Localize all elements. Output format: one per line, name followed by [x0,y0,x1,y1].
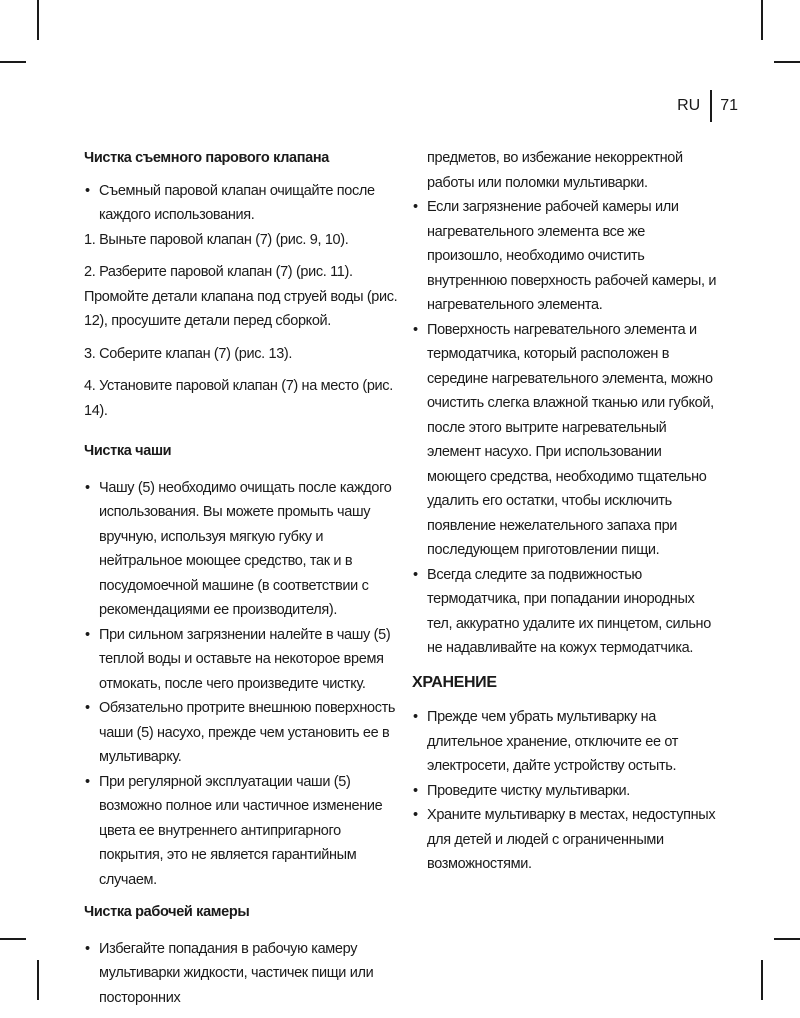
step-item: 4. Установите паровой клапан (7) на место (рис. 14). [84,378,393,419]
crop-mark [0,938,26,940]
list-item: • Обязательно протрите внешнюю поверхность чаши (5) насухо, прежде чем установить ее в мультиварку. [84,696,404,770]
left-column [84,146,404,1018]
list-item: • При сильном загрязнении налейте в чашу (5) теплой воды и оставьте на некоторое время отмокать, после чего произведите чистку. [84,623,404,697]
crop-mark [0,61,26,63]
section-heading: Чистка рабочей камеры [84,904,250,920]
section-heading: Чистка чаши [84,443,172,459]
list-item: • Чашу (5) необходимо очищать после каждого использования. Вы можете промыть чашу вручную, используя мягкую губку и нейтральное моющее средство, так и в посудомоечной машине (в соответствии с рекомендациями ее производителя). [84,476,404,623]
step-item: 2. Разберите паровой клапан (7) (рис. 11). Промойте детали клапана под струей воды (рис. 12), просушите детали перед сборкой. [84,264,398,329]
list-item: • Всегда следите за подвижностью термодатчика, при попадании инородных тел, аккуратно удалите их пинцетом, сильно не надавливайте на кожух термодатчика. [412,563,720,661]
step-item: 1. Выньте паровой клапан (7) (рис. 9, 10). [84,231,349,248]
page-header [677,90,738,122]
section-heading: Чистка съемного парового клапана [84,150,330,166]
page-number: 71 [720,97,738,114]
bullet-list [84,937,404,1011]
bullet-list [84,179,404,228]
language-code: RU [677,97,701,114]
list-item: • Избегайте попадания в рабочую камеру мультиварки жидкости, частичек пищи или посторонних [84,937,404,1011]
crop-mark [774,938,800,940]
list-item: • Прежде чем убрать мультиварку на длительное хранение, отключите ее от электросети, дайте устройству остыть. [412,705,720,779]
right-column [412,146,720,885]
list-item: • Съемный паровой клапан очищайте после каждого использования. [84,179,404,228]
list-item: • Храните мультиварку в местах, недоступных для детей и людей с ограниченными возможностями. [412,803,720,877]
continued-text: предметов, во избежание некорректной работы или поломки мультиварки. [427,150,683,191]
bullet-list [412,195,720,661]
bullet-list [84,476,404,893]
list-item: • При регулярной эксплуатации чаши (5) возможно полное или частичное изменение цвета ее внутреннего антипригарного покрытия, это не является гарантийным случаем. [84,770,404,893]
step-item: 3. Соберите клапан (7) (рис. 13). [84,345,293,362]
storage-heading: ХРАНЕНИЕ [412,673,497,691]
list-item: • Проведите чистку мультиварки. [412,779,720,804]
bullet-list [412,705,720,877]
crop-mark [774,61,800,63]
header-divider [710,90,712,122]
list-item: • Если загрязнение рабочей камеры или нагревательного элемента все же произошло, необходимо очистить внутреннюю поверхность рабочей камеры, и нагревательного элемента. [412,195,720,318]
crop-mark [37,960,39,1000]
crop-mark [761,0,763,40]
crop-mark [37,0,39,40]
list-item: • Поверхность нагревательного элемента и термодатчика, который расположен в середине нагревательного элемента, можно очистить слегка влажной тканью или губкой, после этого вытрите нагревательный элемент насухо. При использовании моющего средства, необходимо тщательно удалить его остатки, чтобы исключить появление нежелательного запаха при последующем приготовлении пищи. [412,318,720,563]
crop-mark [761,960,763,1000]
